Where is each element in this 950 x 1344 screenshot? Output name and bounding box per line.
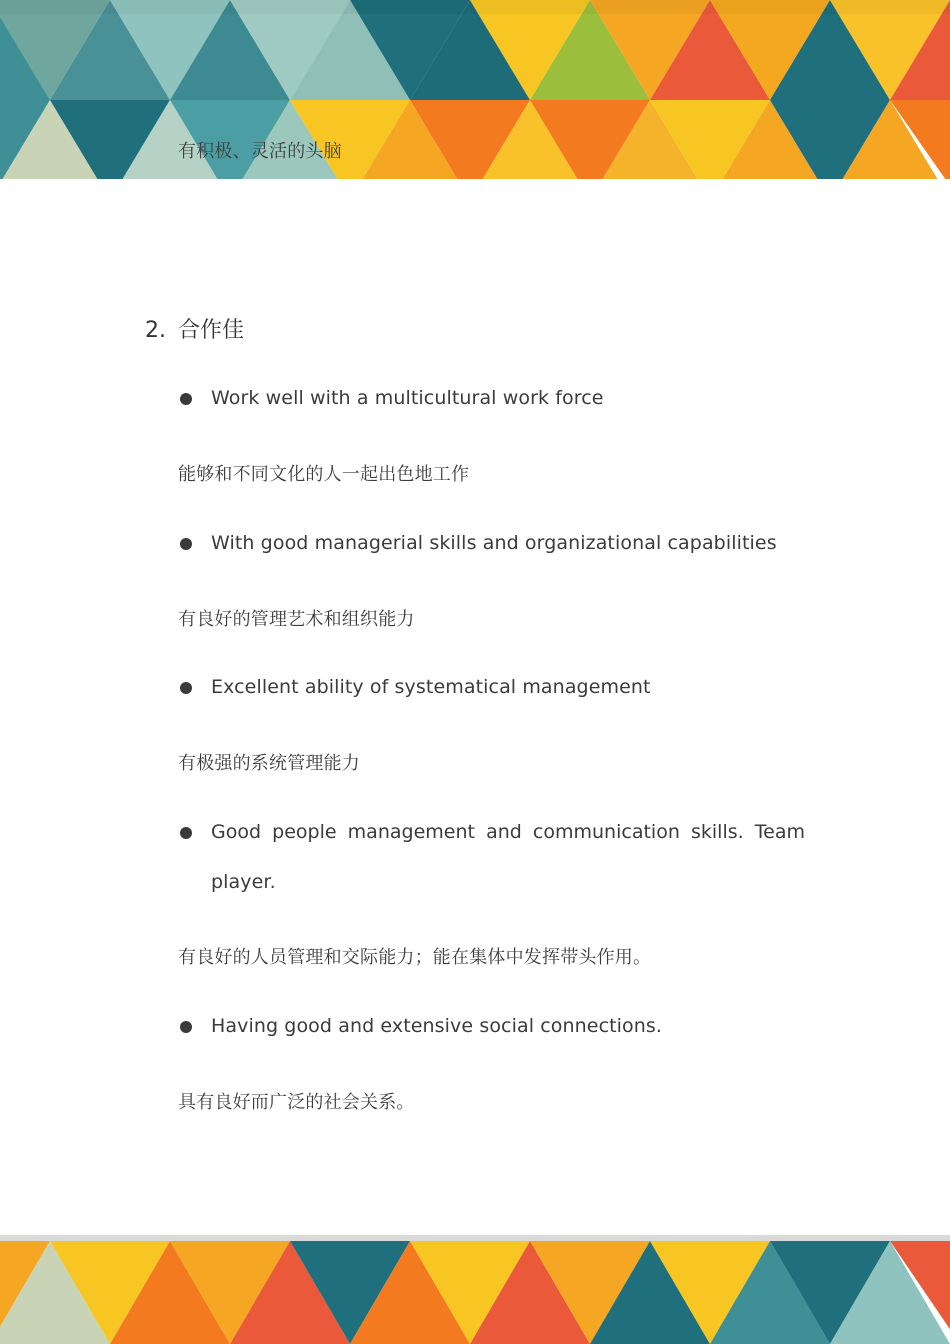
bullet-icon [180, 393, 192, 405]
item-1-english: Work well with a multicultural work force [211, 387, 604, 409]
item-5-english: Having good and extensive social connections. [211, 1015, 663, 1037]
bottom-decorative-banner [0, 1235, 950, 1344]
bullet-icon [180, 1021, 192, 1033]
item-2-chinese: 有良好的管理艺术和组织能力 [178, 609, 415, 630]
item-1-chinese: 能够和不同文化的人一起出色地工作 [178, 464, 470, 485]
item-4-english-line-2: player. [211, 871, 276, 893]
triangle-pattern-bottom [0, 1235, 950, 1344]
item-4-chinese: 有良好的人员管理和交际能力；能在集体中发挥带头作用。 [178, 947, 652, 968]
item-5-chinese: 具有良好而广泛的社会关系。 [178, 1092, 415, 1113]
bullet-icon [180, 827, 192, 839]
bullet-icon [180, 538, 192, 550]
item-3-english: Excellent ability of systematical management [211, 676, 651, 698]
top-decorative-banner [0, 0, 950, 179]
item-2-english: With good managerial skills and organizational capabilities [211, 532, 777, 554]
section-title: 合作佳 [178, 318, 245, 343]
item-4-english-line-1: Good people management and communication skills. Team [211, 821, 805, 843]
section-number: 2. [145, 318, 166, 343]
item-3-chinese: 有极强的系统管理能力 [178, 753, 360, 774]
bullet-icon [180, 682, 192, 694]
section-heading [145, 313, 244, 344]
carried-over-text: 有积极、灵活的头脑 [178, 141, 342, 162]
triangle-pattern-top [0, 0, 950, 179]
